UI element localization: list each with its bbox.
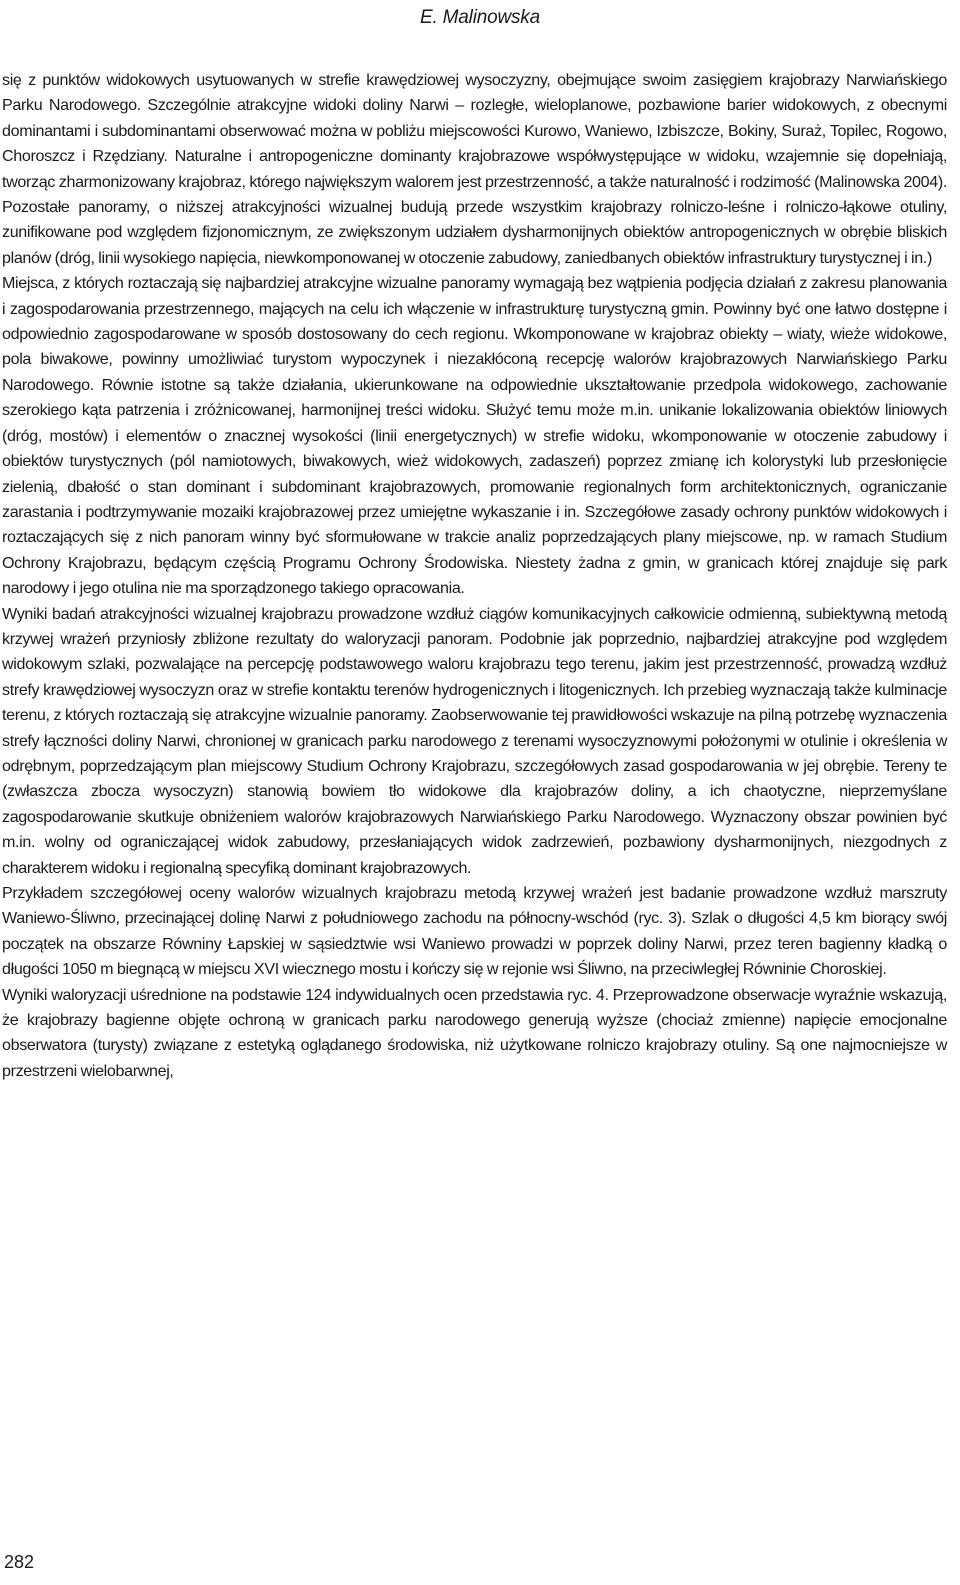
paragraph-3: Wyniki badań atrakcyjności wizualnej krajobrazu prowadzone wzdłuż ciągów komunikacyjnych całkowicie odmienną, subiektywną metodą krzywej wrażeń przyniosły zbliżone rezultaty do waloryzacji panoram. Podobnie jak poprzednio, najbardziej atrakcyjne pod względem widokowym szlaki, pozwalające na percepcję podstawowego waloru krajobrazu tego terenu, jakim jest przestrzenność, prowadzą wzdłuż strefy krawędziowej wysoczyzn oraz w strefie kontaktu terenów hydrogenicznych i litogenicznych. Ich przebieg wyznaczają także kulminacje terenu, z których roztaczają się atrakcyjne wizualnie panoramy. Zaobserwowanie tej prawidłowości wskazuje na pilną potrzebę wyznaczenia strefy łączności doliny Narwi, chronionej w granicach parku narodowego z terenami wysoczyznowymi położonymi w otulinie i określenia w odrębnym, poprzedzającym plan miejscowy Studium Ochrony Krajobrazu, szczegółowych zasad gospodarowania w jej obrębie. Tereny te (zwłaszcza zbocza wysoczyzn) stanowią bowiem tło widokowe dla krajobrazów doliny, a ich chaotyczne, nieprzemyślane zagospodarowanie skutkuje obniżeniem walorów krajobrazowych Narwiańskiego Parku Narodowego. Wyznaczony obszar powinien być m.in. wolny od ograniczającej widok zabudowy, przesłaniających widok zadrzewień, pozbawiony dysharmonijnych, niezgodnych z charakterem widoku i regionalną specyfiką dominant krajobrazowych. [2,604,947,877]
body-text [2,68,947,1084]
paragraph-2: Miejsca, z których roztaczają się najbardziej atrakcyjne wizualne panoramy wymagają bez wątpienia podjęcia działań z zakresu planowania i zagospodarowania przestrzennego, mających na celu ich włączenie w infrastrukturę turystyczną gmin. Powinny być one łatwo dostępne i odpowiednio zagospodarowane w sposób dostosowany do cech regionu. Wkomponowane w krajobraz obiekty – wiaty, wieże widokowe, pola biwakowe, powinny umożliwiać turystom wypoczynek i niezakłóconą recepcję walorów krajobrazowych Narwiańskiego Parku Narodowego. Równie istotne są także działania, ukierunkowane na odpowiednie ukształtowanie przedpola widokowego, zachowanie szerokiego kąta patrzenia i zróżnicowanej, harmonijnej treści widoku. Służyć temu może m.in. unikanie lokalizowania obiektów liniowych (dróg, mostów) i elementów o znacznej wysokości (linii energetycznych) w strefie widoku, wkomponowanie w otoczenie zabudowy i obiektów turystycznych (pól namiotowych, biwakowych, wież widokowych, zadaszeń) poprzez zmianę ich kolorystyki lub przesłonięcie zielenią, dbałość o stan dominant i subdominant krajobrazowych, promowanie regionalnych form architektonicznych, ograniczanie zarastania i podtrzymywanie mozaiki krajobrazowej przez umiejętne wykaszanie i in. Szczegółowe zasady ochrony punktów widokowych i roztaczających się z nich panoram winny być sformułowane w trakcie analiz poprzedzających plany miejscowe, np. w ramach Studium Ochrony Krajobrazu, będącym częścią Programu Ochrony Środowiska. Niestety żadna z gmin, w granicach której znajduje się park narodowy i jego otulina nie ma sporządzonego takiego opracowania. [2,274,947,598]
running-header: E. Malinowska [420,7,540,28]
page-number: 282 [4,1552,35,1572]
paragraph-4: Przykładem szczegółowej oceny walorów wizualnych krajobrazu metodą krzywej wrażeń jest badanie prowadzone wzdłuż marszruty Waniewo-Śliwno, przecinającej dolinę Narwi z południowego zachodu na północny-wschód (ryc. 3). Szlak o długości 4,5 km biorący swój początek na obszarze Równiny Łapskiej w sąsiedztwie wsi Waniewo prowadzi w poprzek doliny Narwi, przez teren bagienny kładką o długości 1050 m biegnącą w miejscu XVI wiecznego mostu i kończy się w rejonie wsi Śliwno, na przeciwległej Równinie Choroskiej. [2,884,947,979]
paragraph-5: Wyniki waloryzacji uśrednione na podstawie 124 indywidualnych ocen przedstawia ryc. 4. Przeprowadzone obserwacje wyraźnie wskazują, że krajobrazy bagienne objęte ochroną w granicach parku narodowego generują wyższe (chociaż zmienne) napięcie emocjonalne obserwatora (turysty) związane z estetyką oglądanego środowiska, niż użytkowane rolniczo krajobrazy otuliny. Są one najmocniejsze w przestrzeni wielobarwnej, [2,985,947,1080]
paragraph-1: się z punktów widokowych usytuowanych w strefie krawędziowej wysoczyzny, obejmujące swoim zasięgiem krajobrazy Narwiańskiego Parku Narodowego. Szczególnie atrakcyjne widoki doliny Narwi – rozległe, wieloplanowe, pozbawione barier widokowych, z obecnymi dominantami i subdominantami obserwować można w pobliżu miejscowości Kurowo, Waniewo, Izbiszcze, Bokiny, Suraż, Topilec, Rogowo, Choroszcz i Rzędziany. Naturalne i antropogeniczne dominanty krajobrazowe współwystępujące w widoku, wzajemnie się dopełniają, tworząc zharmonizowany krajobraz, którego największym walorem jest przestrzenność, a także naturalność i rodzimość (Malinowska 2004). Pozostałe panoramy, o niższej atrakcyjności wizualnej budują przede wszystkim krajobrazy rolniczo-leśne i rolniczo-łąkowe otuliny, zunifikowane pod względem fizjonomicznym, ze zwiększonym udziałem dysharmonijnych obiektów antropogenicznych w obrębie bliskich planów (dróg, linii wysokiego napięcia, niewkomponowanej w otoczenie zabudowy, zaniedbanych obiektów infrastruktury turystycznej i in.) [2,71,947,267]
